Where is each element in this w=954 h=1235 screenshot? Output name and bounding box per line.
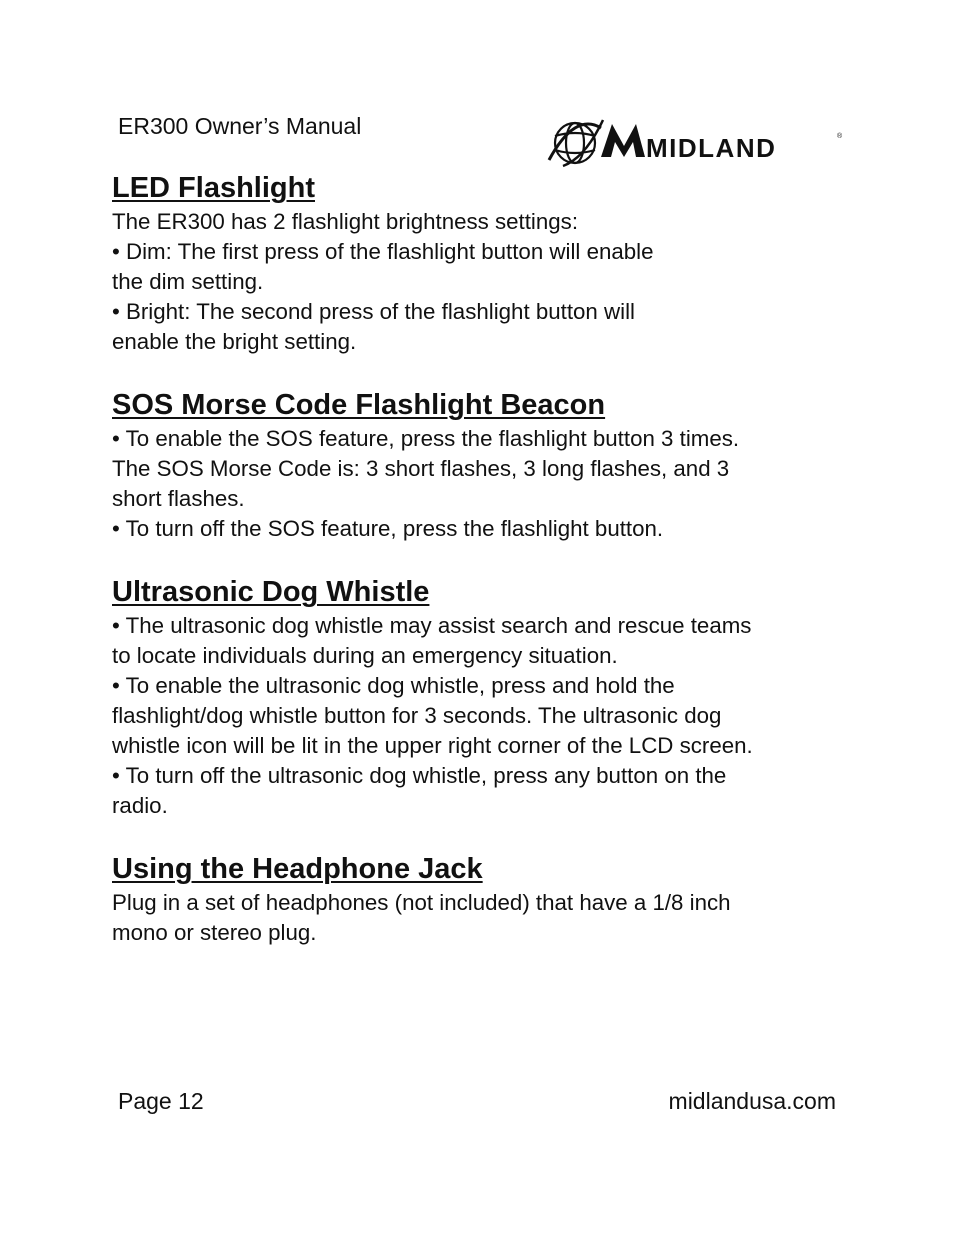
section-sos-beacon [112, 387, 852, 544]
manual-content [112, 170, 852, 978]
section-heading: LED Flashlight [112, 172, 315, 204]
logo-m-mark [601, 124, 645, 157]
globe-icon [549, 120, 603, 166]
page-number: Page 12 [118, 1088, 204, 1114]
body-line: The ER300 has 2 flashlight brightness settings: [112, 209, 579, 234]
body-line: whistle icon will be lit in the upper right corner of the LCD screen. [112, 733, 753, 758]
body-line: • Dim: The first press of the flashlight button will enable [112, 239, 654, 264]
section-heading: Ultrasonic Dog Whistle [112, 576, 430, 608]
manual-title: ER300 Owner’s Manual [118, 113, 362, 139]
website-url: midlandusa.com [668, 1088, 836, 1114]
body-line: short flashes. [112, 486, 245, 511]
body-line: radio. [112, 793, 168, 818]
body-line: The SOS Morse Code is: 3 short flashes, 3 long flashes, and 3 [112, 456, 730, 481]
body-line: to locate individuals during an emergency situation. [112, 643, 618, 668]
midland-logo [545, 110, 845, 172]
body-line: • To turn off the SOS feature, press the flashlight button. [112, 516, 664, 541]
body-line: the dim setting. [112, 269, 264, 294]
body-line: • To enable the ultrasonic dog whistle, press and hold the [112, 673, 675, 698]
body-line: • The ultrasonic dog whistle may assist search and rescue teams [112, 613, 752, 638]
body-line: • To enable the SOS feature, press the flashlight button 3 times. [112, 426, 740, 451]
section-dog-whistle [112, 574, 852, 821]
section-headphone-jack [112, 851, 852, 948]
body-line: Plug in a set of headphones (not included) that have a 1/8 inch [112, 890, 731, 915]
registered-mark: ® [837, 133, 843, 140]
body-line: • To turn off the ultrasonic dog whistle, press any button on the [112, 763, 727, 788]
section-heading: SOS Morse Code Flashlight Beacon [112, 389, 606, 421]
body-line: • Bright: The second press of the flashlight button will [112, 299, 635, 324]
body-line: mono or stereo plug. [112, 920, 317, 945]
body-line: enable the bright setting. [112, 329, 357, 354]
body-line: flashlight/dog whistle button for 3 seconds. The ultrasonic dog [112, 703, 722, 728]
section-heading: Using the Headphone Jack [112, 853, 483, 885]
section-led-flashlight [112, 170, 852, 357]
logo-wordmark: MIDLAND [646, 133, 777, 163]
